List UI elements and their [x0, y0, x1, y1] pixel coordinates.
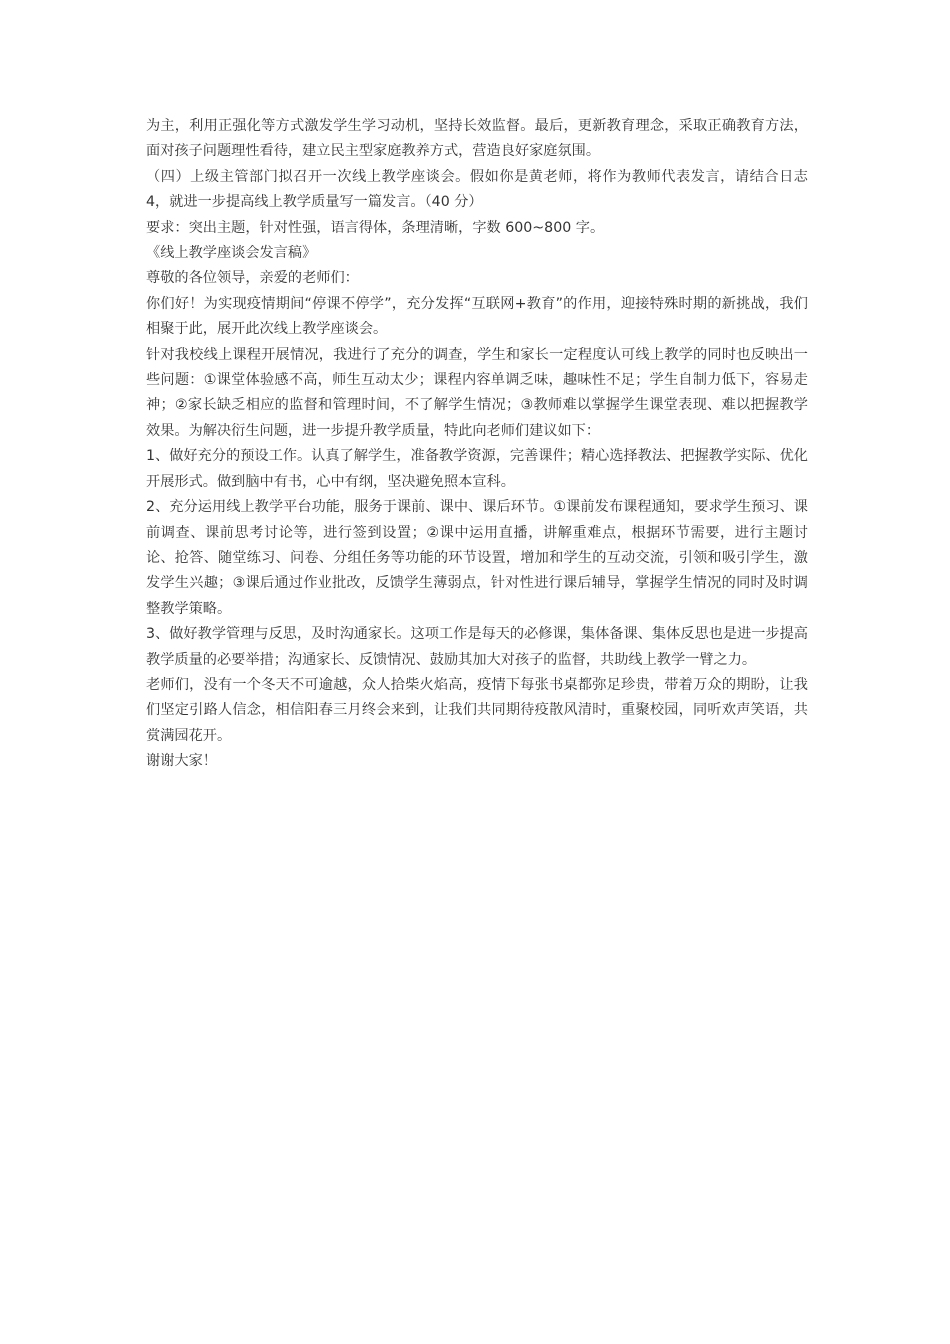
paragraph-requirements: 要求：突出主题，针对性强，语言得体，条理清晰，字数 600~800 字。	[146, 219, 605, 236]
paragraph-question-four: （四）上级主管部门拟召开一次线上教学座谈会。假如你是黄老师，将作为教师代表发言，请结合日志 4，就进一步提高线上教学质量写一篇发言。（40 分）	[146, 168, 808, 211]
document-body	[146, 114, 808, 775]
speech-suggestion-3: 3、做好教学管理与反思，及时沟通家长。这项工作是每天的必修课，集体备课、集体反思也是进一步提高教学质量的必要举措；沟通家长、反馈情况、鼓励其加大对孩子的监督，共助线上教学一臂之力。	[146, 626, 808, 668]
speech-suggestion-1: 1、做好充分的预设工作。认真了解学生，准备教学资源，完善课件；精心选择教法、把握教学实际、优化开展形式。做到脑中有书，心中有纲，坚决避免照本宣科。	[146, 448, 808, 490]
speech-closing: 老师们，没有一个冬天不可逾越，众人拾柴火焰高，疫情下每张书桌都弥足珍贵，带着万众的期盼，让我们坚定引路人信念，相信阳春三月终会来到，让我们共同期待疫散风清时，重聚校园，同听欢声笑语，共赏满园花开。	[146, 676, 808, 744]
speech-salutation: 尊敬的各位领导，亲爱的老师们：	[146, 270, 359, 287]
speech-thanks: 谢谢大家！	[146, 753, 217, 770]
paragraph-intro-continuation: 为主，利用正强化等方式激发学生学习动机，坚持长效监督。最后，更新教育理念，采取正确教育方法，面对孩子问题理性看待，建立民主型家庭教养方式，营造良好家庭氛围。	[146, 118, 808, 160]
speech-suggestion-2: 2、充分运用线上教学平台功能，服务于课前、课中、课后环节。①课前发布课程通知，要求学生预习、课前调查、课前思考讨论等，进行签到设置；②课中运用直播，讲解重难点，根据环节需要，进行主题讨论、抢答、随堂练习、问卷、分组任务等功能的环节设置，增加和学生的互动交流，引领和吸引学生，激发学生兴趣；③课后通过作业批改，反馈学生薄弱点，针对性进行课后辅导，掌握学生情况的同时及时调整教学策略。	[146, 499, 808, 617]
speech-title: 《线上教学座谈会发言稿》	[146, 245, 317, 262]
speech-problem-analysis: 针对我校线上课程开展情况，我进行了充分的调查，学生和家长一定程度认可线上教学的同时也反映出一些问题：①课堂体验感不高，师生互动太少；课程内容单调乏味，趣味性不足；学生自制力低下，容易走神；②家长缺乏相应的监督和管理时间，不了解学生情况；③教师难以掌握学生课堂表现、难以把握教学效果。为解决衍生问题，进一步提升教学质量，特此向老师们建议如下：	[146, 346, 808, 439]
speech-greeting: 你们好！为实现疫情期间“停课不停学”，充分发挥“互联网+教育”的作用，迎接特殊时期的新挑战，我们相聚于此，展开此次线上教学座谈会。	[146, 295, 808, 338]
